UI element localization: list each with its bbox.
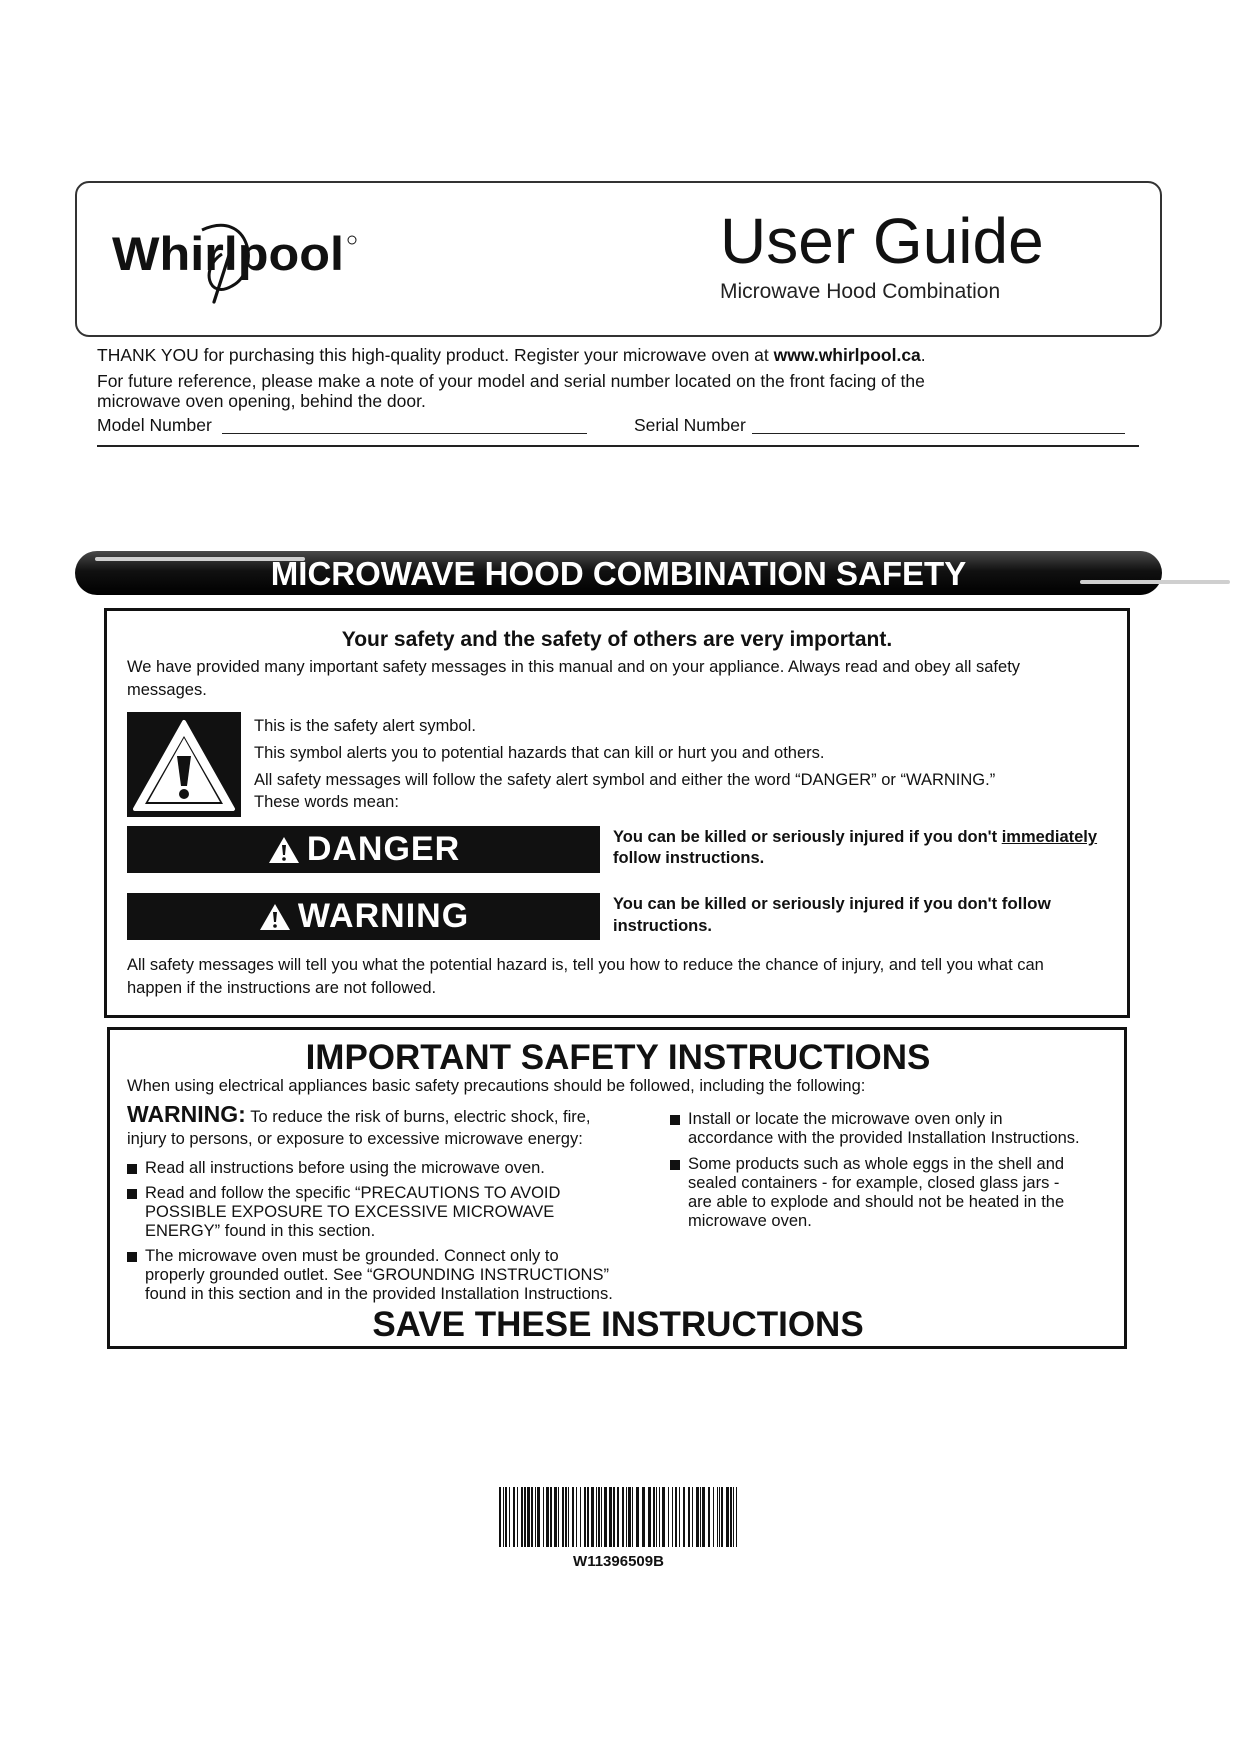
barcode-bar [580,1487,581,1547]
important-intro: When using electrical appliances basic safety precautions should be followed, including the following: [127,1077,866,1095]
symbol-text-2: This symbol alerts you to potential hazards that can kill or hurt you and others. [254,744,825,762]
warning-signal-inner [127,893,600,940]
list-item-line: POSSIBLE EXPOSURE TO EXCESSIVE MICROWAVE [145,1203,555,1221]
barcode-bar [696,1487,699,1547]
symbol-text-4: These words mean: [254,793,399,811]
important-instructions-title: IMPORTANT SAFETY INSTRUCTIONS [305,1038,931,1077]
danger-desc-text: You can be killed or seriously injured if you don't [613,828,1002,846]
list-item-line: Some products such as whole eggs in the shell and [688,1155,1065,1173]
intro-thank-you [97,345,926,366]
barcode-bar [688,1487,690,1547]
warning-signal-word [127,893,600,940]
barcode-bar [622,1487,624,1547]
warning-description-2: instructions. [613,917,713,935]
barcode-bar [726,1487,729,1547]
bullet-square [127,1189,137,1199]
list-item-line: are able to explode and should not be heated in the [688,1193,1065,1211]
serial-number-field[interactable] [752,433,1125,434]
safety-outro-line: All safety messages will tell you what the potential hazard is, tell you how to reduce the chance of injury, and tell you what can [127,956,1044,974]
barcode-bar [513,1487,515,1547]
danger-desc-emphasis: immediately [1001,828,1098,846]
barcode-bar [628,1487,631,1547]
safety-heading: Your safety and the safety of others are very important. [341,628,893,651]
barcode-bar [653,1487,655,1547]
barcode-bar [675,1487,677,1547]
barcode-bar [503,1487,504,1547]
barcode-bar [601,1487,602,1547]
alert-triangle-icon [258,902,292,932]
list-item-line: Read all instructions before using the microwave oven. [145,1159,545,1177]
barcode-bar [598,1487,600,1547]
intro-reference-line-2: microwave oven opening, behind the door. [97,391,426,411]
barcode-bar [546,1487,549,1547]
save-instructions-title: SAVE THESE INSTRUCTIONS [372,1305,864,1344]
safety-alert-icon [127,712,241,817]
intro-divider [97,445,1139,447]
warning-text-2: injury to persons, or exposure to excessive microwave energy: [127,1130,583,1148]
safety-section-banner [75,551,1162,595]
barcode-bar [683,1487,685,1547]
barcode-bar [668,1487,669,1547]
list-item-line: properly grounded outlet. See “GROUNDING INSTRUCTIONS” [145,1266,609,1284]
barcode-bar [626,1487,627,1547]
barcode-bar [617,1487,619,1547]
barcode-bar [613,1487,615,1547]
barcode-bar [632,1487,633,1547]
barcode-bar [584,1487,586,1547]
barcode-bar [708,1487,710,1547]
safety-intro-line-2: messages. [127,681,207,699]
barcode-bar [587,1487,589,1547]
warning-text: To reduce the risk of burns, electric shock, fire, [250,1108,591,1126]
barcode-bar [505,1487,507,1547]
register-url-link[interactable]: www.whirlpool.ca [773,345,921,365]
symbol-text-1: This is the safety alert symbol. [254,717,476,735]
list-item-line: accordance with the provided Installation Instructions. [688,1129,1080,1147]
warning-description [613,894,1051,914]
barcode-bar [721,1487,723,1547]
whirlpool-logo [110,208,370,308]
list-item-precautions [145,1184,560,1241]
barcode-bar [554,1487,557,1547]
barcode-bar [642,1487,645,1547]
bullet-square [670,1115,680,1125]
barcode-bar [672,1487,673,1547]
document-subtitle: Microwave Hood Combination [720,280,1001,303]
serial-number-label: Serial Number [634,415,746,435]
barcode-bar [550,1487,552,1547]
list-item-line: microwave oven. [688,1212,812,1230]
list-item-grounding [145,1247,613,1304]
barcode-bar [572,1487,574,1547]
barcode-bar [700,1487,701,1547]
barcode-bar [537,1487,540,1547]
barcode-bar [568,1487,569,1547]
barcode-bar [736,1487,737,1547]
barcode-bar [713,1487,714,1547]
barcode-bar [527,1487,530,1547]
barcode-bar [531,1487,533,1547]
barcode-bar [648,1487,651,1547]
list-item-line: sealed containers - for example, closed glass jars - [688,1174,1060,1192]
document-title: User Guide [720,205,1044,277]
barcode-bar [609,1487,612,1547]
part-number: W11396509B [573,1553,664,1570]
safety-intro-line: We have provided many important safety messages in this manual and on your appliance. Always read and obey all safety [127,658,1021,676]
barcode-bar [591,1487,594,1547]
barcode-bar [604,1487,607,1547]
list-item-install [688,1110,1080,1148]
list-item-line: Read and follow the specific “PRECAUTIONS TO AVOID [145,1184,561,1202]
barcode-bar [719,1487,720,1547]
barcode-bar [517,1487,518,1547]
barcode-graphic [497,1487,740,1547]
alert-triangle-icon [267,835,301,865]
danger-label: DANGER [306,830,461,868]
svg-text:Whirlpool: Whirlpool [112,227,344,280]
bullet-square [670,1160,680,1170]
important-warning-line [127,1101,591,1128]
barcode-bar [662,1487,665,1547]
symbol-text-3: All safety messages will follow the safety alert symbol and either the word “DANGER” or “WARNING.” [254,771,996,789]
barcode-bar [636,1487,639,1547]
barcode-bar [521,1487,523,1547]
intro-reference-line: For future reference, please make a note of your model and serial number located on the front facing of the [97,371,925,391]
danger-description [613,828,1097,847]
barcode-bar [692,1487,693,1547]
barcode-bar [535,1487,536,1547]
barcode-bar [524,1487,526,1547]
danger-description-2: follow instructions. [613,849,765,867]
list-item-eggs [688,1155,1064,1231]
list-item-line: Install or locate the microwave oven only in [688,1110,1003,1128]
barcode-bar [730,1487,732,1547]
warning-desc-text: You can be killed or seriously injured if you don't [613,895,1002,913]
barcode-bar [543,1487,544,1547]
barcode-bar [596,1487,597,1547]
intro-period: . [920,345,926,365]
model-number-label: Model Number [97,415,212,435]
safety-banner-title: MICROWAVE HOOD COMBINATION SAFETY [270,555,967,592]
list-item-line: found in this section and in the provided Installation Instructions. [145,1285,613,1303]
bullet-square [127,1164,137,1174]
intro-thank-you-text: THANK YOU for purchasing this high-quality product. Register your microwave oven at [97,345,774,365]
barcode-bar [679,1487,680,1547]
warning-label: WARNING [297,897,470,935]
warning-desc-follow: follow [1001,894,1051,913]
barcode-bar [576,1487,577,1547]
barcode-bar [558,1487,559,1547]
safety-outro-line-2: happen if the instructions are not followed. [127,979,437,997]
barcode-bar [499,1487,501,1547]
warning-word: WARNING: [127,1101,246,1127]
barcode-bar [717,1487,718,1547]
model-number-field[interactable] [222,433,587,434]
list-item-line: The microwave oven must be grounded. Connect only to [145,1247,559,1265]
bullet-square [127,1252,137,1262]
barcode-bar [702,1487,705,1547]
barcode-bar [733,1487,734,1547]
barcode-bar [562,1487,564,1547]
barcode-bar [509,1487,510,1547]
danger-signal-word [127,826,600,873]
list-item-read-instructions [145,1159,545,1178]
danger-signal-inner [127,826,600,873]
barcode-bar [565,1487,567,1547]
barcode-bar [659,1487,660,1547]
list-item-line: ENERGY” found in this section. [145,1222,376,1240]
barcode-bar [656,1487,657,1547]
